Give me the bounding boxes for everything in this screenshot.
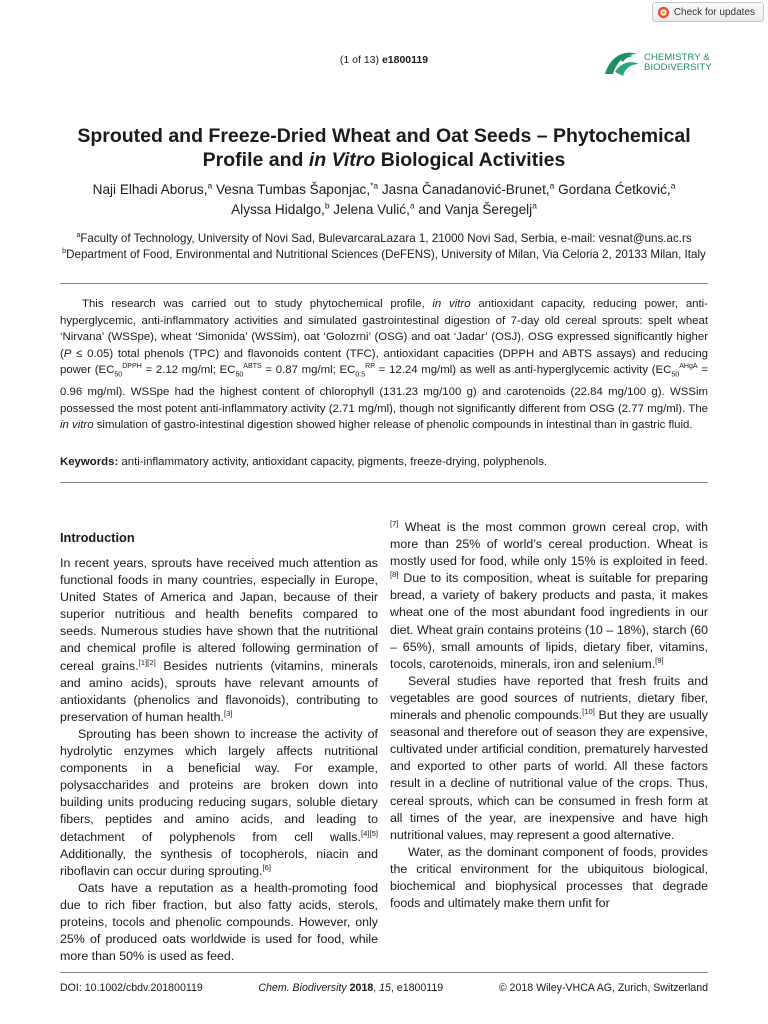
keywords: Keywords: anti-inflammatory activity, antioxidant capacity, pigments, freeze-drying, polyphenols. [60, 456, 548, 468]
paragraph: Water, as the dominant component of foods, provides the critical environment for the ubiquitous biological, biochemical and biophysical processes that degrade foods and ultimately make them unfit for [390, 844, 708, 911]
paragraph-continued: [7] Wheat is the most common grown cereal crop, with more than 25% of world’s cereal production. Wheat is mostly used for food, while only 15% is exploited in feed.[8] Due to its composition, wheat is suitable for preparing bread, a variety of bakery products and pasta, it makes wheat one of the most abundant food ingredients in our diet. Wheat grain contains proteins (10 – 18%), starch (60 – 65%), small amounts of lipids, dietary fiber, vitamins, tocols, carotenoids, minerals, iron and selenium.[9] [390, 518, 708, 671]
check-for-updates-button[interactable] [652, 2, 764, 22]
author: Naji Elhadi Aborus,$^a$ [92, 180, 213, 197]
affiliations [60, 231, 708, 263]
check-for-updates-label: Check for updates [673, 6, 755, 18]
author: Jasna Čanadanović-Brunet,$^a$ [378, 180, 555, 197]
author: and Vanja Šeregelj$^a$ [414, 200, 537, 217]
left-column [60, 520, 378, 965]
abstract-bottom-divider [60, 482, 708, 483]
footer-citation: Chem. Biodiversity 2018, 15, e1800119 [258, 982, 444, 994]
page-number: (1 of 13) e1800119 [339, 54, 429, 66]
author: Gordana Ćetković,$^a$ [554, 180, 676, 197]
author: Jelena Vulić,$^a$ [329, 200, 415, 217]
paragraph: Several studies have reported that fresh fruits and vegetables are good sources of nutrients, dietary fiber, minerals and phenolic compounds.[10] But they are usually seasonal and therefore out of season they are expensive, cultivated under artificial condition, prematurely harvested and exported to other parts of world. All these factors result in a decline of nutritional value of the crops. Thus, cereal sprouts, which can be consumed in fresh form at all times of the year, are inexpensive and have high nutritional values, may represent a good alternative. [390, 673, 708, 842]
section-heading: Introduction [60, 530, 135, 545]
affiliation-b: $^b$Department of Food, Environmental and Nutritional Sciences (DeFENS), University of Milan, Via Celoria 2, 20133 Milan, Italy [62, 246, 706, 261]
paragraph: Oats have a reputation as a health-promoting food due to rich fiber fraction, but also fatty acids, sterols, proteins, tocols and phenolic compounds. However, only 25% of produced oats worldwide is used for food, while more than 50% is used as feed. [60, 880, 378, 964]
journal-logo [601, 48, 712, 78]
footer-doi: DOI: 10.1002/cbdv.201800119 [60, 982, 203, 994]
article-id: e1800119 [381, 54, 429, 66]
footer-divider [60, 972, 708, 973]
affiliation-a: $^a$Faculty of Technology, University of Novi Sad, BulevarcaraLazara 1, 21000 Novi Sad, Serbia, e-mail: vesnat@uns.ac.rs [76, 230, 692, 245]
paper-title: Sprouted and Freeze-Dried Wheat and Oat Seeds – Phytochemical Profile and in Vitro Biological Activities [77, 125, 691, 171]
paragraph: Sprouting has been shown to increase the activity of hydrolytic enzymes which largely affects nutritional components in a beneficial way. For example, polysaccharides and proteins are broken down into building units producing reducing sugars, soluble dietary fibers, peptides and amino acids, and leading to detachment of polyphenols from cell walls.[4][5] Additionally, the synthesis of tocopherols, niacin and riboflavin can occur during sprouting.[6] [60, 726, 378, 878]
paragraph: In recent years, sprouts have received much attention as functional foods in many countries, especially in Europe, United States of America and Japan, because of their superior nutritious and health benefits compared to seeds. Numerous studies have shown that the nutritional and chemical profile is altered following germination of cereal grains.[1][2] Besides nutrients (vitamins, minerals and amino acids), sprouts have relevant amounts of antioxidants (phenolics and flavonoids), contributing to preservation of human health.[3] [60, 556, 378, 724]
right-column [390, 519, 708, 912]
abstract: This research was carried out to study phytochemical profile, in vitro antioxidant capacity, reducing power, anti-hyperglycemic, anti-inflammatory activities and simulated gastrointestinal digestion of 7-day old cereal sprouts: spelt wheat ‘Nirvana’ (WSSpe), wheat ‘Simonida’ (WSSim), oat ‘Golozrni’ (OSG) and oat ‘Jadar’ (OSJ). OSG expressed significantly higher (P ≤ 0.05) total phenols (TPC) and flavonoids content (TFC), antioxidant capacities (DPPH and ABTS assays) and reducing power ($EC_{50}^{DPPH} = 2.12$ mg/ml; $EC_{50}^{ABTS} = 0.87$ mg/ml; $EC_{0.5}^{RP} = 12.24$ mg/ml) as well as anti-hyperglycemic activity ($EC_{50}^{AHgA} = 0.96$ mg/ml). WSSpe had the highest content of chlorophyll (131.23 mg/100 g) and carotenoids (22.84 mg/100 g). WSSim possessed the most potent anti-inflammatory activity (2.71 mg/ml), though not significantly different from OSG (2.77 mg/ml). The in vitro simulation of gastro-intestinal digestion showed higher release of phenolic compounds in intestinal than in gastric fluid. [60, 298, 708, 432]
author: Alyssa Hidalgo,$^b$ [231, 200, 330, 217]
journal-logo-line2: BIODIVERSITY [644, 62, 712, 73]
journal-logo-icon [601, 48, 641, 78]
page-footer [60, 982, 708, 994]
keywords-label: Keywords: [60, 456, 119, 468]
author-list [40, 180, 728, 220]
update-icon [657, 6, 670, 19]
journal-logo-line1: CHEMISTRY & [644, 52, 710, 63]
footer-copyright: © 2018 Wiley-VHCA AG, Zurich, Switzerland [498, 982, 708, 994]
author: Vesna Tumbas Šaponjac,$^{*a}$ [212, 180, 379, 197]
abstract-top-divider [60, 283, 708, 284]
